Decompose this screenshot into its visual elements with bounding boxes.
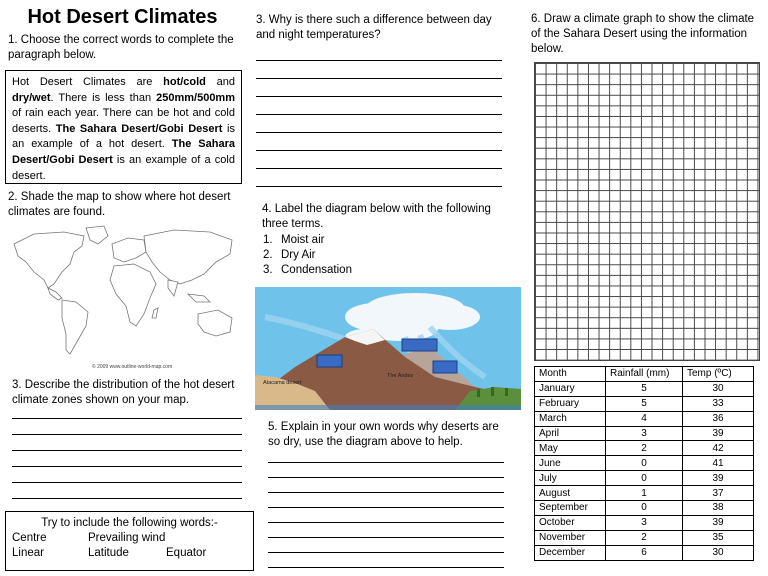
temp-cell: 35 bbox=[683, 530, 754, 545]
table-header: Month bbox=[535, 367, 606, 382]
climate-table bbox=[534, 366, 754, 561]
rainfall-cell: 3 bbox=[606, 515, 683, 530]
rainfall-cell: 0 bbox=[606, 456, 683, 471]
answer-line[interactable] bbox=[256, 96, 502, 97]
answer-line[interactable] bbox=[256, 114, 502, 115]
month-cell: February bbox=[535, 396, 606, 411]
europe-outline bbox=[112, 238, 146, 262]
q3-prompt: 3. Describe the distribution of the hot desert climate zones shown on your map. bbox=[12, 379, 235, 406]
answer-line[interactable] bbox=[12, 434, 242, 435]
month-cell: January bbox=[535, 381, 606, 396]
month-cell: March bbox=[535, 411, 606, 426]
answer-line[interactable] bbox=[256, 168, 502, 169]
rainfall-cell: 1 bbox=[606, 486, 683, 501]
paragraph-text: is an example of a cold desert. bbox=[12, 153, 235, 182]
page-title: Hot Desert Climates bbox=[27, 6, 218, 28]
table-header: Rainfall (mm) bbox=[606, 367, 683, 382]
label-box-2 bbox=[402, 339, 437, 351]
key-words-box bbox=[5, 511, 254, 571]
term-item: 3. Condensation bbox=[263, 264, 352, 276]
q3b-prompt: 3. Why is there such a difference between day and night temperatures? bbox=[256, 14, 492, 41]
sea bbox=[255, 405, 521, 410]
key-words-heading: Try to include the following words:- bbox=[41, 517, 218, 529]
temp-cell: 36 bbox=[683, 411, 754, 426]
month-cell: November bbox=[535, 530, 606, 545]
rainfall-cell: 5 bbox=[606, 381, 683, 396]
temp-cell: 39 bbox=[683, 426, 754, 441]
q2-prompt: 2. Shade the map to show where hot desert climates are found. bbox=[8, 191, 231, 218]
table-row bbox=[535, 441, 754, 456]
q4-prompt: 4. Label the diagram below with the following three terms. bbox=[262, 203, 491, 230]
central-america-outline bbox=[48, 288, 62, 300]
choice-word[interactable]: The Sahara Desert/Gobi Desert bbox=[12, 138, 235, 166]
answer-line[interactable] bbox=[268, 552, 504, 553]
temp-cell: 41 bbox=[683, 456, 754, 471]
rainfall-cell: 3 bbox=[606, 426, 683, 441]
temp-cell: 33 bbox=[683, 396, 754, 411]
answer-line[interactable] bbox=[12, 450, 242, 451]
paragraph-text: of rain each year. There can be hot and cold deserts. bbox=[12, 107, 235, 135]
term-item: 1. Moist air bbox=[263, 234, 325, 246]
paragraph-text: and bbox=[205, 76, 235, 88]
q6-prompt: 6. Draw a climate graph to show the climate of the Sahara Desert using the information below. bbox=[531, 13, 755, 55]
table-row bbox=[535, 501, 754, 516]
madagascar-outline bbox=[152, 308, 158, 318]
answer-line[interactable] bbox=[268, 462, 504, 463]
label-box-1 bbox=[317, 355, 342, 367]
answer-line[interactable] bbox=[268, 522, 504, 523]
world-map[interactable] bbox=[4, 222, 244, 372]
answer-line[interactable] bbox=[268, 567, 504, 568]
paragraph-text: is an example of a hot desert. bbox=[12, 122, 235, 151]
term-item: 2. Dry Air bbox=[263, 249, 316, 261]
choice-word[interactable]: The Sahara Desert/Gobi Desert bbox=[55, 122, 223, 135]
q1-prompt: 1. Choose the correct words to complete the paragraph below. bbox=[8, 34, 234, 61]
month-cell: May bbox=[535, 441, 606, 456]
answer-line[interactable] bbox=[12, 418, 242, 419]
answer-line[interactable] bbox=[256, 132, 502, 133]
choice-word[interactable]: hot/cold bbox=[163, 76, 206, 88]
answer-line[interactable] bbox=[268, 507, 504, 508]
answer-line[interactable] bbox=[256, 60, 502, 61]
rain-shadow-diagram bbox=[255, 287, 521, 410]
table-row bbox=[535, 396, 754, 411]
month-cell: October bbox=[535, 515, 606, 530]
india-outline bbox=[168, 280, 178, 296]
month-cell: July bbox=[535, 471, 606, 486]
table-row bbox=[535, 426, 754, 441]
table-row bbox=[535, 381, 754, 396]
australia-outline bbox=[198, 310, 232, 336]
table-row bbox=[535, 471, 754, 486]
choice-word[interactable]: dry/wet bbox=[12, 91, 51, 104]
month-cell: September bbox=[535, 501, 606, 516]
paragraph-text: . There is less than bbox=[50, 91, 157, 104]
rainfall-cell: 0 bbox=[606, 501, 683, 516]
paragraph-text: Hot Desert Climates are bbox=[12, 76, 164, 88]
atacama-label: Atacama desert bbox=[263, 380, 302, 386]
south-america-outline bbox=[62, 300, 88, 354]
rainfall-cell: 6 bbox=[606, 545, 683, 560]
key-word: Equator bbox=[166, 547, 207, 559]
rainfall-cell: 2 bbox=[606, 530, 683, 545]
temp-cell: 30 bbox=[683, 545, 754, 560]
answer-line[interactable] bbox=[256, 150, 502, 151]
answer-line[interactable] bbox=[256, 186, 502, 187]
rainfall-cell: 4 bbox=[606, 411, 683, 426]
indonesia-outline bbox=[188, 294, 210, 302]
answer-line[interactable] bbox=[268, 537, 504, 538]
table-row bbox=[535, 486, 754, 501]
key-word: Centre bbox=[12, 532, 47, 544]
table-row bbox=[535, 515, 754, 530]
key-word: Latitude bbox=[88, 547, 129, 559]
answer-line[interactable] bbox=[256, 78, 502, 79]
answer-line[interactable] bbox=[12, 498, 242, 499]
temp-cell: 42 bbox=[683, 441, 754, 456]
month-cell: June bbox=[535, 456, 606, 471]
table-row bbox=[535, 411, 754, 426]
table-row bbox=[535, 456, 754, 471]
key-word: Linear bbox=[12, 547, 44, 559]
rainfall-cell: 0 bbox=[606, 471, 683, 486]
month-cell: December bbox=[535, 545, 606, 560]
asia-outline bbox=[144, 230, 232, 284]
q5-prompt: 5. Explain in your own words why deserts are so dry, use the diagram above to help. bbox=[268, 421, 499, 448]
africa-outline bbox=[110, 264, 156, 326]
table-row bbox=[535, 530, 754, 545]
answer-line[interactable] bbox=[12, 466, 242, 467]
table-row bbox=[535, 545, 754, 560]
greenland-outline bbox=[86, 226, 108, 244]
q1-paragraph-box bbox=[5, 70, 242, 184]
climate-graph-grid[interactable] bbox=[534, 62, 760, 361]
temp-cell: 39 bbox=[683, 515, 754, 530]
q4-terms-list bbox=[263, 233, 352, 278]
temp-cell: 30 bbox=[683, 381, 754, 396]
map-credit: © 2009 www.outline-world-map.com bbox=[92, 364, 173, 370]
label-box-3 bbox=[433, 361, 457, 373]
climate-table-wrap bbox=[534, 366, 754, 561]
answer-line[interactable] bbox=[268, 477, 504, 478]
temp-cell: 38 bbox=[683, 501, 754, 516]
temp-cell: 39 bbox=[683, 471, 754, 486]
month-cell: August bbox=[535, 486, 606, 501]
andes-label: The Andes bbox=[387, 373, 414, 379]
month-cell: April bbox=[535, 426, 606, 441]
temp-cell: 37 bbox=[683, 486, 754, 501]
answer-line[interactable] bbox=[12, 482, 242, 483]
table-header: Temp (ºC) bbox=[683, 367, 754, 382]
choice-word[interactable]: 250mm/500mm bbox=[156, 91, 235, 104]
answer-line[interactable] bbox=[268, 492, 504, 493]
rainfall-cell: 2 bbox=[606, 441, 683, 456]
north-america-outline bbox=[14, 232, 84, 288]
rainfall-cell: 5 bbox=[606, 396, 683, 411]
key-word: Prevailing wind bbox=[88, 532, 166, 544]
